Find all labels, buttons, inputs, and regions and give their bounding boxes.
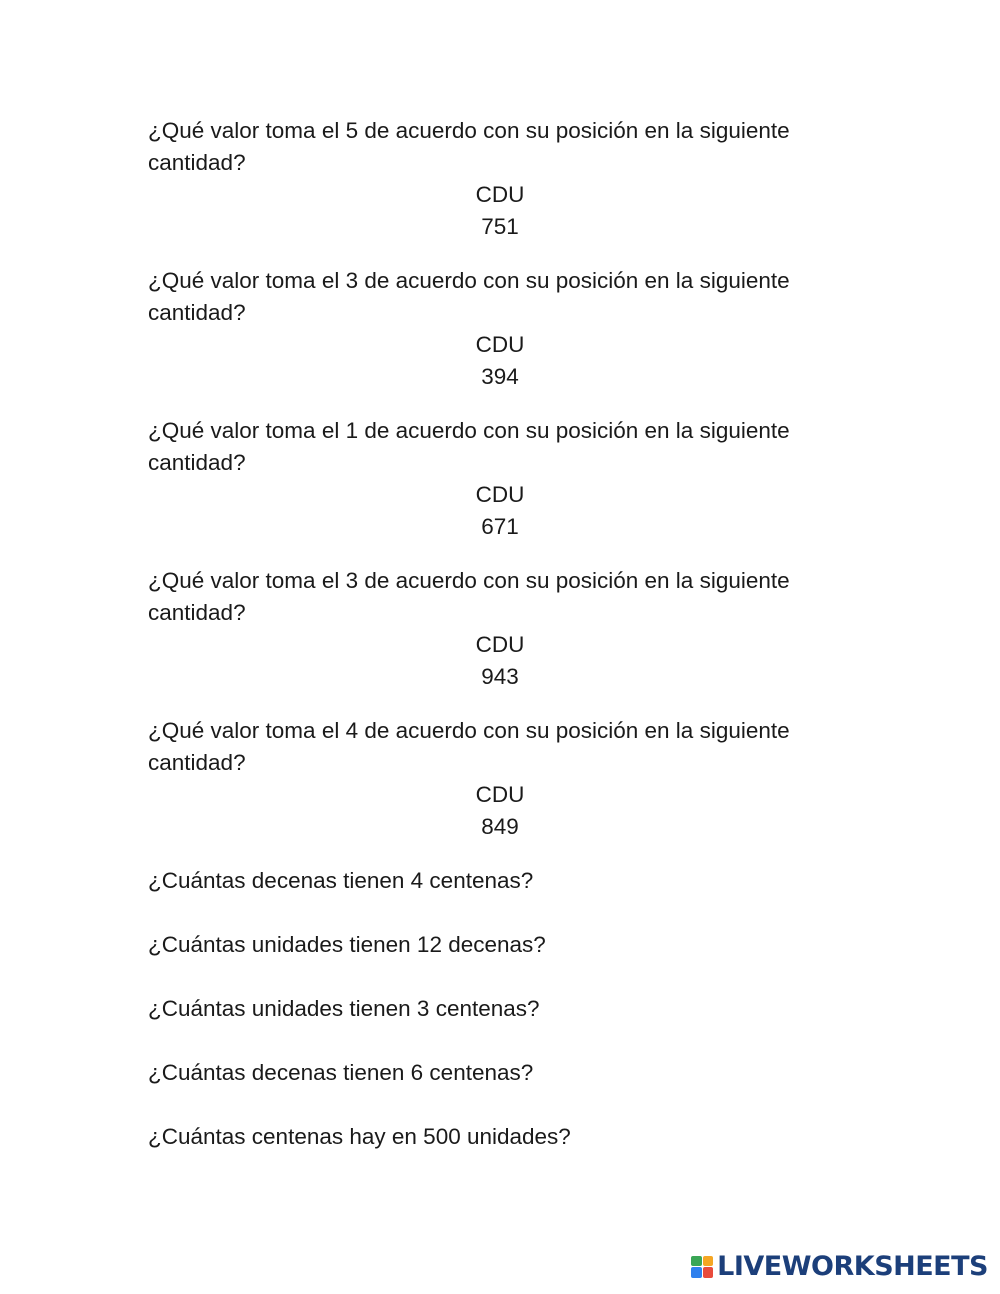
place-value-question bbox=[148, 715, 850, 843]
question-text: ¿Qué valor toma el 1 de acuerdo con su posición en la siguiente cantidad? bbox=[148, 418, 790, 475]
conversion-question: ¿Cuántas centenas hay en 500 unidades? bbox=[148, 1124, 571, 1149]
place-value-question bbox=[148, 265, 850, 393]
conversion-question: ¿Cuántas decenas tienen 4 centenas? bbox=[148, 868, 534, 893]
place-value-question bbox=[148, 415, 850, 543]
place-value-question bbox=[148, 115, 850, 243]
cdu-number: 394 bbox=[481, 364, 519, 389]
liveworksheets-logo-icon bbox=[691, 1256, 713, 1278]
question-text: ¿Qué valor toma el 3 de acuerdo con su posición en la siguiente cantidad? bbox=[148, 268, 790, 325]
conversion-question: ¿Cuántas unidades tienen 12 decenas? bbox=[148, 932, 546, 957]
conversion-question: ¿Cuántas decenas tienen 6 centenas? bbox=[148, 1060, 534, 1085]
conversion-question: ¿Cuántas unidades tienen 3 centenas? bbox=[148, 996, 540, 1021]
cdu-header: CDU bbox=[475, 332, 525, 357]
brand-name: LIVEWORKSHEETS bbox=[717, 1251, 988, 1282]
cdu-number: 751 bbox=[481, 214, 519, 239]
cdu-header: CDU bbox=[475, 632, 525, 657]
cdu-number: 943 bbox=[481, 664, 519, 689]
liveworksheets-brand bbox=[691, 1251, 988, 1282]
cdu-number: 671 bbox=[481, 514, 519, 539]
worksheet bbox=[148, 115, 850, 1185]
cdu-header: CDU bbox=[475, 182, 525, 207]
cdu-number: 849 bbox=[481, 814, 519, 839]
cdu-header: CDU bbox=[475, 782, 525, 807]
question-text: ¿Qué valor toma el 3 de acuerdo con su posición en la siguiente cantidad? bbox=[148, 568, 790, 625]
place-value-question bbox=[148, 565, 850, 693]
question-text: ¿Qué valor toma el 5 de acuerdo con su posición en la siguiente cantidad? bbox=[148, 118, 790, 175]
question-text: ¿Qué valor toma el 4 de acuerdo con su posición en la siguiente cantidad? bbox=[148, 718, 790, 775]
cdu-header: CDU bbox=[475, 482, 525, 507]
